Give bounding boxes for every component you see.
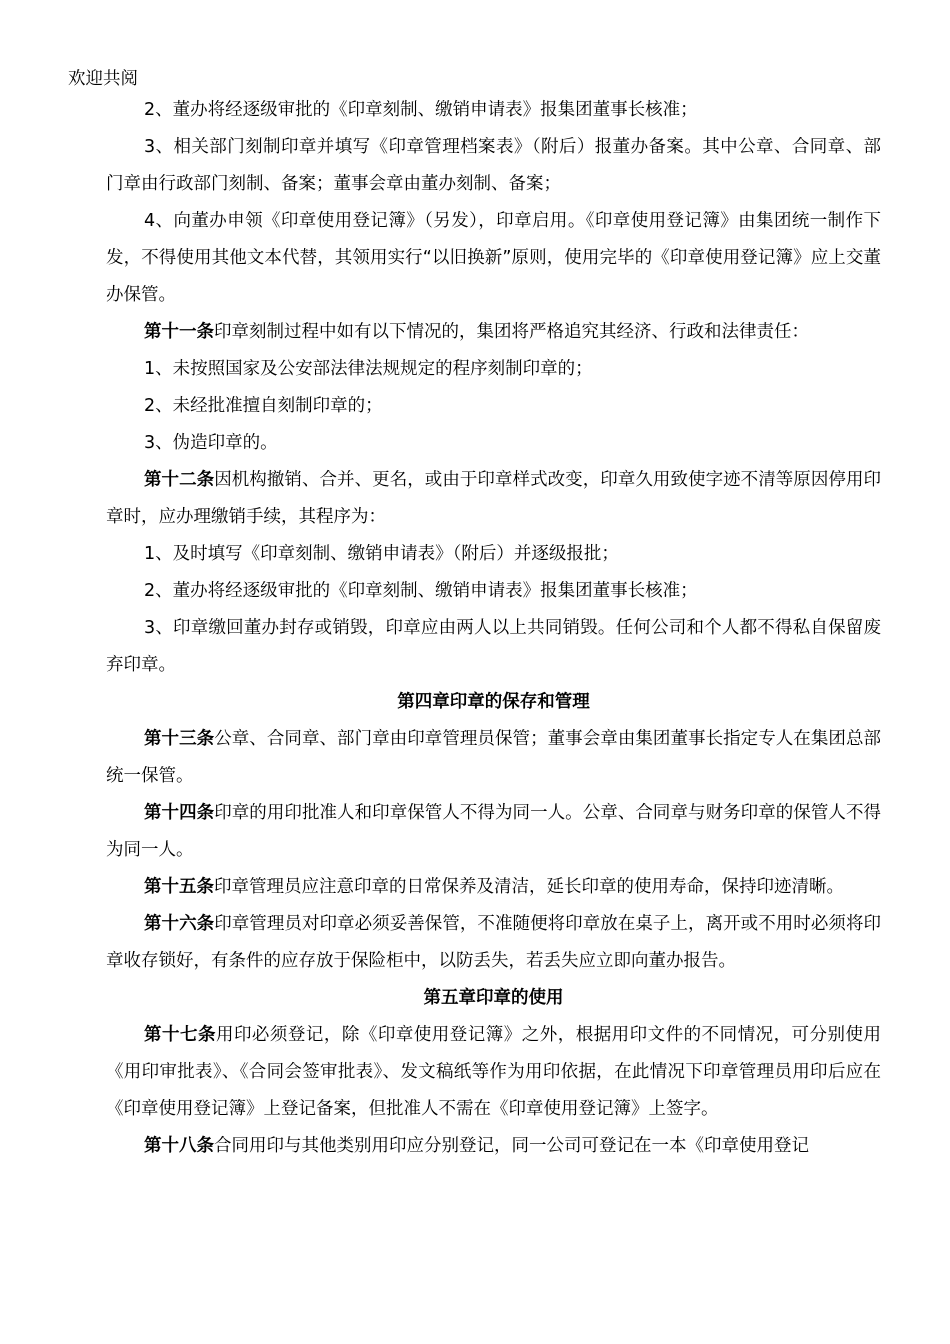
article-number: 第十八条 xyxy=(144,1136,214,1156)
paragraph xyxy=(106,388,881,425)
paragraph-text: 2、董办将经逐级审批的《印章刻制、缴销申请表》报集团董事长核准； xyxy=(144,100,698,120)
paragraph-text: 合同用印与其他类别用印应分别登记，同一公司可登记在一本《印章使用登记 xyxy=(214,1136,809,1156)
paragraph xyxy=(106,351,881,388)
paragraph xyxy=(106,906,881,980)
paragraph xyxy=(106,536,881,573)
paragraph xyxy=(106,425,881,462)
chapter-heading: 第四章印章的保存和管理 xyxy=(397,692,590,712)
article-number: 第十七条 xyxy=(144,1025,216,1045)
paragraph-text: 因机构撤销、合并、更名，或由于印章样式改变，印章久用致使字迹不清等原因停用印章时，应办理缴销手续，其程序为： xyxy=(106,470,882,527)
paragraph xyxy=(106,314,881,351)
paragraph xyxy=(106,92,881,129)
paragraph xyxy=(106,203,881,314)
paragraph xyxy=(106,462,881,536)
page-header-label: 欢迎共阅 xyxy=(68,69,138,89)
paragraph-text: 印章管理员对印章必须妥善保管，不准随便将印章放在桌子上，离开或不用时必须将印章收存锁好，有条件的应存放于保险柜中，以防丢失，若丢失应立即向董办报告。 xyxy=(106,914,882,971)
paragraph xyxy=(106,610,881,684)
paragraph-text: 公章、合同章、部门章由印章管理员保管；董事会章由集团董事长指定专人在集团总部统一保管。 xyxy=(106,729,882,786)
paragraph-text: 印章刻制过程中如有以下情况的，集团将严格追究其经济、行政和法律责任： xyxy=(214,322,809,342)
article-number: 第十三条 xyxy=(144,729,215,749)
paragraph-text: 3、相关部门刻制印章并填写《印章管理档案表》（附后）报董办备案。其中公章、合同章、部门章由行政部门刻制、备案；董事会章由董办刻制、备案； xyxy=(106,137,881,194)
article-number: 第十一条 xyxy=(144,322,214,342)
article-number: 第十六条 xyxy=(144,914,215,934)
paragraph-text: 用印必须登记，除《印章使用登记簿》之外，根据用印文件的不同情况，可分别使用《用印审批表》、《合同会签审批表》、发文稿纸等作为用印依据，在此情况下印章管理员用印后应在《印章使用登记簿》上登记备案，但批准人不需在《印章使用登记簿》上签字。 xyxy=(106,1025,882,1119)
chapter-heading: 第五章印章的使用 xyxy=(423,988,564,1008)
paragraph xyxy=(106,129,881,203)
paragraph xyxy=(106,869,881,906)
paragraph xyxy=(106,721,881,795)
paragraph-text: 2、未经批准擅自刻制印章的； xyxy=(144,396,383,416)
paragraph-text: 4、向董办申领《印章使用登记簿》（另发），印章启用。《印章使用登记簿》由集团统一制作下发，不得使用其他文本代替，其领用实行“以旧换新”原则，使用完毕的《印章使用登记簿》应上交董办保管。 xyxy=(106,211,881,305)
paragraph xyxy=(106,795,881,869)
paragraph-text: 2、董办将经逐级审批的《印章刻制、缴销申请表》报集团董事长核准； xyxy=(144,581,698,601)
article-number: 第十二条 xyxy=(144,470,215,490)
paragraph-text: 1、及时填写《印章刻制、缴销申请表》（附后）并逐级报批； xyxy=(144,544,619,564)
paragraph-text: 1、未按照国家及公安部法律法规规定的程序刻制印章的； xyxy=(144,359,593,379)
paragraph-text: 印章的用印批准人和印章保管人不得为同一人。公章、合同章与财务印章的保管人不得为同一人。 xyxy=(106,803,882,860)
paragraph xyxy=(106,1128,881,1165)
article-number: 第十四条 xyxy=(144,803,215,823)
paragraph xyxy=(106,1017,881,1128)
paragraph-text: 印章管理员应注意印章的日常保养及清洁，延长印章的使用寿命，保持印迹清晰。 xyxy=(214,877,844,897)
document-body xyxy=(106,92,881,1165)
article-number: 第十五条 xyxy=(144,877,214,897)
paragraph-text: 3、印章缴回董办封存或销毁，印章应由两人以上共同销毁。任何公司和个人都不得私自保留废弃印章。 xyxy=(106,618,881,675)
paragraph xyxy=(106,573,881,610)
paragraph-text: 3、伪造印章的。 xyxy=(144,433,278,453)
